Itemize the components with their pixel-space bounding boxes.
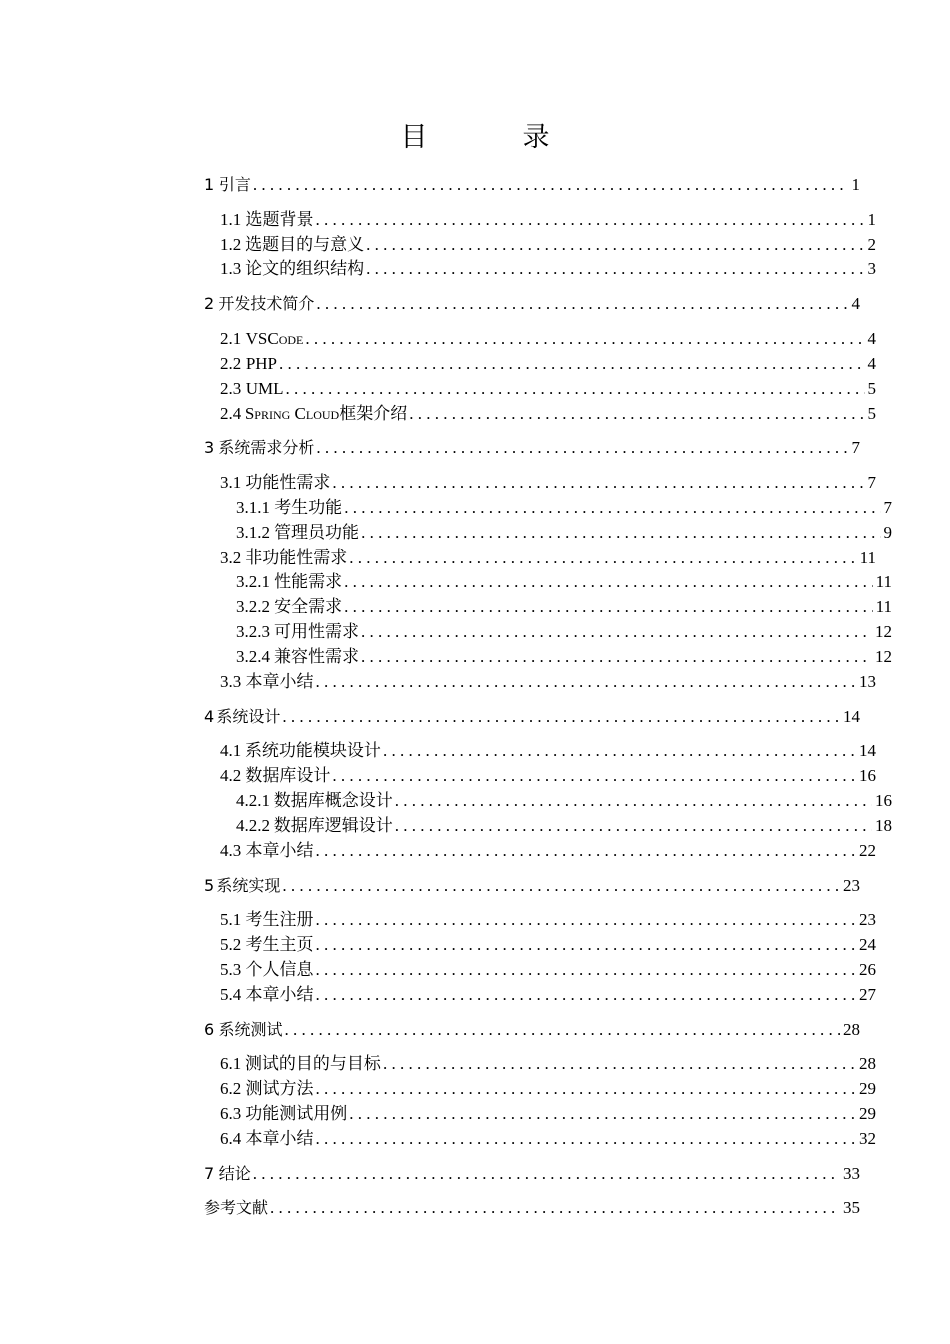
toc-page-number: 7: [851, 438, 860, 458]
dot-leader: [315, 1127, 856, 1152]
toc-entry[interactable]: [204, 1196, 860, 1221]
toc-page-number: 14: [843, 706, 860, 726]
toc-entry[interactable]: [204, 173, 860, 198]
toc-page-number: 24: [859, 935, 876, 955]
toc-label: VSCode: [245, 328, 304, 348]
dot-leader: [366, 257, 864, 282]
toc-label: 系统设计: [216, 706, 281, 726]
dot-leader: [315, 958, 856, 983]
toc-page-number: 22: [859, 840, 876, 860]
toc-number: 6.2: [220, 1079, 242, 1099]
toc-entry[interactable]: [204, 705, 860, 730]
dot-leader: [344, 496, 880, 521]
toc-entry[interactable]: [204, 292, 860, 317]
toc-label: 系统测试: [218, 1019, 283, 1039]
toc-page-number: 23: [843, 875, 860, 895]
toc-label-framework-name: Spring Cloud: [244, 403, 340, 423]
dot-leader: [315, 908, 856, 933]
toc-entry[interactable]: [204, 1077, 876, 1102]
dot-leader: [315, 670, 856, 695]
toc-label: 开发技术简介: [218, 294, 315, 314]
toc-number: 3.1.1: [236, 497, 270, 517]
toc-label: 兼容性需求: [273, 647, 359, 667]
toc-number: 3.3: [220, 672, 242, 692]
toc-label: 测试的目的与目标: [244, 1054, 381, 1074]
toc-label: 数据库概念设计: [273, 791, 393, 811]
toc-entry[interactable]: [204, 1162, 860, 1187]
toc-number: 1.1: [220, 209, 242, 229]
toc-label: 测试方法: [245, 1079, 314, 1099]
toc-number: 3.1.2: [236, 522, 270, 542]
toc-page-number: 33: [843, 1163, 860, 1183]
toc-number: 6.4: [220, 1129, 242, 1149]
toc-page-number: 7: [883, 497, 892, 517]
toc-label: 数据库设计: [245, 766, 331, 786]
toc-number: 2.2: [220, 353, 242, 373]
toc-label: PHP: [245, 353, 278, 373]
dot-leader: [279, 352, 864, 377]
toc-page-number: 11: [875, 597, 892, 617]
toc-entry[interactable]: [204, 208, 876, 233]
toc-label: 考生主页: [245, 935, 314, 955]
toc-label: UML: [245, 378, 284, 398]
toc-page-number: 29: [859, 1104, 876, 1124]
toc-number: 4.1: [220, 741, 242, 761]
toc-page-number: 7: [867, 472, 876, 492]
toc-number: 5.1: [220, 910, 242, 930]
toc-label: 功能测试用例: [245, 1104, 348, 1124]
toc-page-number: 4: [867, 353, 876, 373]
toc-number: 2.1: [220, 328, 242, 348]
toc-entry[interactable]: [204, 402, 876, 427]
dot-leader: [383, 1052, 856, 1077]
dot-leader: [344, 570, 873, 595]
toc-number: 4.3: [220, 840, 242, 860]
toc-number: 6.1: [220, 1054, 242, 1074]
toc-label: 性能需求: [274, 572, 343, 592]
toc-number: 3.2: [220, 547, 242, 567]
toc-number: 3.2.3: [236, 622, 270, 642]
toc-title: 目 录: [400, 122, 584, 153]
toc-page-number: 32: [859, 1129, 876, 1149]
toc-label: 本章小结: [245, 840, 314, 860]
toc-number: 4: [204, 706, 215, 726]
toc-number: 5.2: [220, 935, 242, 955]
toc-label: 本章小结: [245, 985, 314, 1004]
toc-page-number: 4: [867, 328, 876, 348]
toc-entry[interactable]: [204, 471, 876, 496]
toc-entry[interactable]: [204, 1102, 876, 1127]
toc-entry[interactable]: [204, 1127, 876, 1152]
dot-leader: [305, 327, 864, 352]
toc-entry[interactable]: [204, 764, 876, 789]
dot-leader: [316, 208, 865, 233]
toc-label: 管理员功能: [274, 522, 360, 542]
toc-number: 5.4: [220, 985, 242, 1004]
table-of-contents: [204, 173, 892, 1221]
toc-number: 1.2: [220, 234, 242, 254]
toc-page-number: 12: [875, 622, 892, 642]
toc-page-number: 1: [851, 175, 860, 194]
toc-page-number: 1: [867, 209, 876, 229]
toc-label: 可用性需求: [273, 622, 359, 642]
dot-leader: [332, 764, 856, 789]
toc-page-number: 28: [859, 1054, 876, 1074]
toc-entry[interactable]: [204, 814, 892, 839]
toc-number: 2.3: [220, 378, 242, 398]
toc-label: 引言: [218, 175, 251, 194]
toc-entry[interactable]: [204, 1052, 876, 1077]
toc-entry[interactable]: [204, 327, 876, 352]
toc-number: 4.2.2: [236, 816, 270, 836]
toc-entry[interactable]: [204, 739, 876, 764]
toc-label: 考生功能: [274, 497, 343, 517]
toc-number: 3.2.1: [236, 572, 270, 592]
toc-page-number: 3: [867, 259, 876, 279]
toc-entry[interactable]: [204, 377, 876, 402]
toc-number: 3: [204, 438, 215, 458]
toc-number: 6: [204, 1019, 215, 1039]
toc-number: 2: [204, 294, 215, 314]
dot-leader: [315, 1077, 856, 1102]
toc-entry[interactable]: [204, 983, 876, 1008]
toc-number: 5.3: [220, 960, 242, 980]
toc-label: 选题目的与意义: [245, 234, 365, 254]
toc-label: 功能性需求: [245, 472, 331, 492]
dot-leader: [315, 983, 856, 1008]
toc-page-number: 13: [859, 672, 876, 692]
toc-entry[interactable]: [204, 595, 892, 620]
toc-page-number: 9: [883, 522, 892, 542]
toc-label: 选题背景: [245, 209, 314, 229]
toc-entry[interactable]: [204, 1018, 860, 1043]
toc-number: 3.2.2: [236, 597, 270, 617]
toc-entry[interactable]: [204, 570, 892, 595]
toc-entry[interactable]: [204, 670, 876, 695]
toc-label: 考生注册: [245, 910, 314, 930]
toc-entry[interactable]: [204, 874, 860, 899]
toc-page-number: 27: [859, 985, 876, 1004]
toc-page-number: 12: [875, 647, 892, 667]
dot-leader: [332, 471, 864, 496]
toc-page-number: 23: [859, 910, 876, 930]
dot-leader: [270, 1196, 840, 1221]
dot-leader: [316, 292, 848, 317]
toc-page-number: 26: [859, 960, 876, 980]
toc-entry[interactable]: [204, 436, 860, 461]
toc-label: 非功能性需求: [245, 547, 348, 567]
toc-entry[interactable]: [204, 789, 892, 814]
toc-label: 系统功能模块设计: [244, 741, 381, 761]
toc-page-number: 35: [843, 1198, 860, 1218]
dot-leader: [409, 402, 864, 427]
toc-label: 本章小结: [245, 1129, 314, 1149]
dot-leader: [361, 645, 872, 670]
toc-label: 结论: [218, 1163, 251, 1183]
toc-label: 数据库逻辑设计: [273, 816, 393, 836]
toc-label: 框架介绍: [339, 403, 408, 423]
dot-leader: [315, 933, 856, 958]
toc-number: 5: [204, 875, 215, 895]
toc-page-number: 29: [859, 1079, 876, 1099]
toc-page-number: 16: [875, 791, 892, 811]
toc-entry[interactable]: [204, 958, 876, 983]
toc-number: 4.2: [220, 766, 242, 786]
toc-page-number: 16: [859, 766, 876, 786]
toc-entry[interactable]: [204, 496, 892, 521]
dot-leader: [285, 1018, 840, 1043]
toc-number: 3.1: [220, 472, 242, 492]
toc-entry[interactable]: [204, 908, 876, 933]
toc-page-number: 11: [875, 572, 892, 592]
toc-page-number: 5: [867, 378, 876, 398]
toc-page-number: 2: [867, 234, 876, 254]
toc-page-number: 4: [851, 294, 860, 314]
toc-label: 参考文献: [204, 1198, 269, 1218]
toc-label: 安全需求: [274, 597, 343, 617]
toc-number: 1: [204, 175, 215, 194]
toc-entry[interactable]: [204, 839, 876, 864]
toc-label: 系统实现: [216, 875, 281, 895]
dot-leader: [282, 705, 840, 730]
dot-leader: [366, 233, 864, 258]
toc-number: 4.2.1: [236, 791, 270, 811]
toc-label: 本章小结: [245, 672, 314, 692]
dot-leader: [316, 436, 848, 461]
toc-page-number: 5: [867, 403, 876, 423]
dot-leader: [282, 874, 840, 899]
dot-leader: [383, 739, 856, 764]
dot-leader: [349, 1102, 856, 1127]
toc-entry[interactable]: [204, 620, 892, 645]
toc-number: 7: [204, 1163, 215, 1183]
dot-leader: [349, 546, 856, 571]
dot-leader: [361, 620, 872, 645]
toc-number: 1.3: [220, 259, 242, 279]
dot-leader: [315, 839, 856, 864]
dot-leader: [344, 595, 873, 620]
toc-label: 系统需求分析: [218, 438, 315, 458]
dot-leader: [286, 377, 865, 402]
dot-leader: [395, 789, 872, 814]
toc-number: 3.2.4: [236, 647, 270, 667]
toc-entry[interactable]: [204, 352, 876, 377]
toc-entry[interactable]: [204, 933, 876, 958]
toc-label: 个人信息: [245, 960, 314, 980]
toc-entry[interactable]: [204, 645, 892, 670]
dot-leader: [395, 814, 872, 839]
dot-leader: [253, 1162, 840, 1187]
toc-number: 6.3: [220, 1104, 242, 1124]
dot-leader: [361, 521, 880, 546]
toc-entry[interactable]: [204, 521, 892, 546]
toc-entry[interactable]: [204, 546, 876, 571]
toc-page-number: 14: [859, 741, 876, 761]
toc-number: 2.4: [220, 403, 242, 423]
toc-page-number: 18: [875, 816, 892, 836]
toc-page-number: 11: [859, 547, 876, 567]
toc-label: 论文的组织结构: [245, 259, 365, 279]
toc-entry[interactable]: [204, 233, 876, 258]
dot-leader: [253, 173, 849, 198]
toc-page-number: 28: [843, 1019, 860, 1039]
toc-entry[interactable]: [204, 257, 876, 282]
